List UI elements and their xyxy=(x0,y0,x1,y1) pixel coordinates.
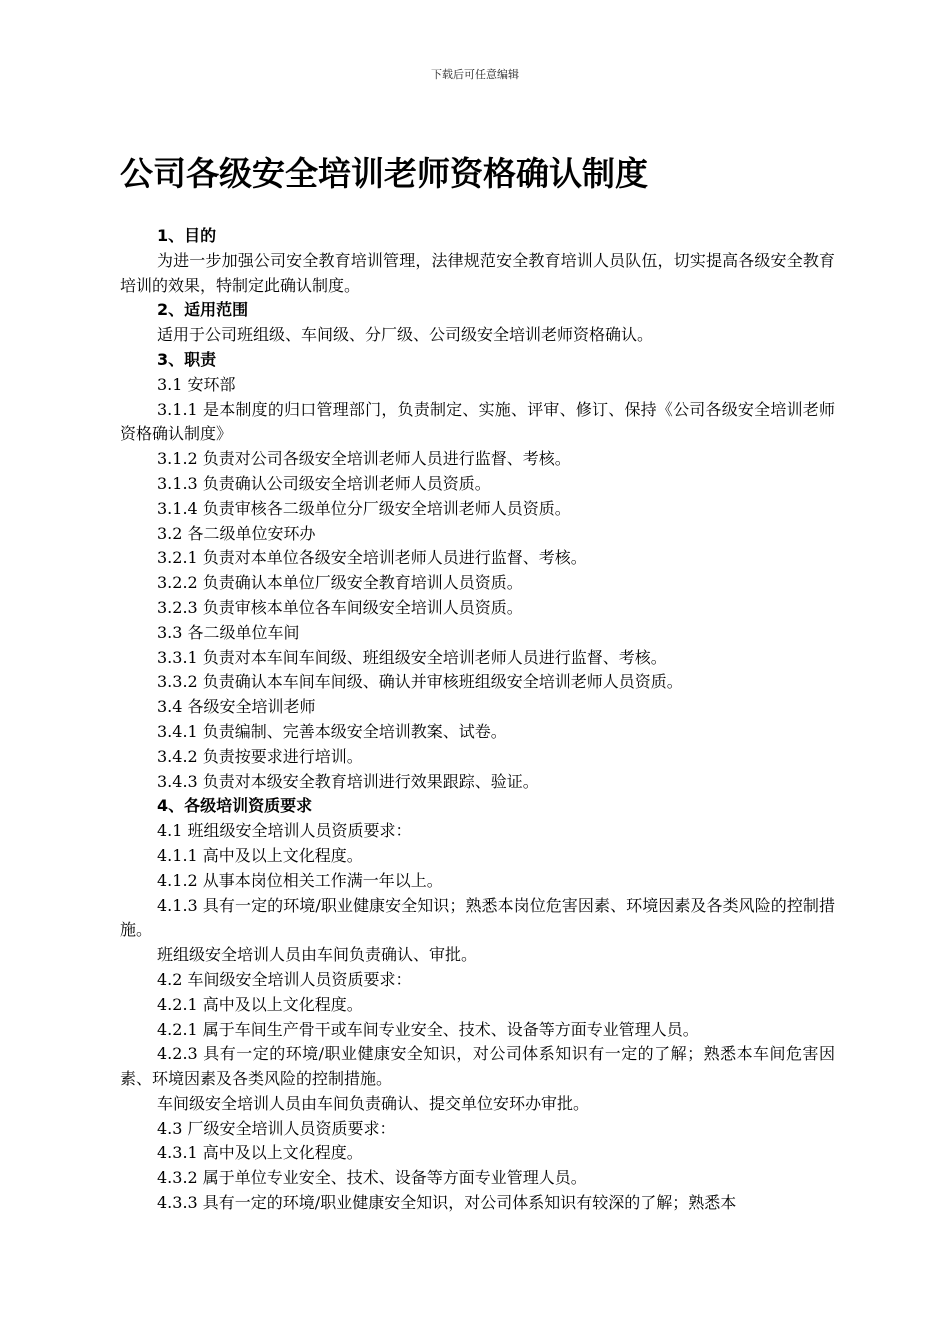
paragraph: 3.1.1 是本制度的归口管理部门，负责制定、实施、评审、修订、保持《公司各级安全培训老师资格确认制度》 xyxy=(120,399,835,444)
paragraph: 4.3.2 属于单位专业安全、技术、设备等方面专业管理人员。 xyxy=(157,1168,587,1188)
section-heading: 2、适用范围 xyxy=(157,300,249,320)
paragraph: 3.4.3 负责对本级安全教育培训进行效果跟踪、验证。 xyxy=(157,771,539,791)
paragraph: 3.3 各二级单位车间 xyxy=(157,622,300,642)
paragraph: 4.2.1 属于车间生产骨干或车间专业安全、技术、设备等方面专业管理人员。 xyxy=(157,1019,699,1039)
section-heading: 4、各级培训资质要求 xyxy=(157,796,313,816)
paragraph: 3.4 各级安全培训老师 xyxy=(157,697,316,717)
paragraph: 3.2.1 负责对本单位各级安全培训老师人员进行监督、考核。 xyxy=(157,548,587,568)
paragraph: 4.1.1 高中及以上文化程度。 xyxy=(157,845,363,865)
paragraph: 班组级安全培训人员由车间负责确认、审批。 xyxy=(157,945,478,965)
header-note: 下载后可任意编辑 xyxy=(431,68,519,81)
paragraph: 3.3.1 负责对本车间车间级、班组级安全培训老师人员进行监督、考核。 xyxy=(157,647,667,667)
paragraph: 4.1.3 具有一定的环境/职业健康安全知识；熟悉本岗位危害因素、环境因素及各类风险的控制措施。 xyxy=(120,895,835,940)
paragraph: 3.1.2 负责对公司各级安全培训老师人员进行监督、考核。 xyxy=(157,449,571,469)
paragraph: 3.2 各二级单位安环办 xyxy=(157,523,316,543)
paragraph: 3.4.1 负责编制、完善本级安全培训教案、试卷。 xyxy=(157,721,507,741)
document-title: 公司各级安全培训老师资格确认制度 xyxy=(120,154,648,193)
paragraph: 为进一步加强公司安全教育培训管理，法律规范安全教育培训人员队伍，切实提高各级安全教育培训的效果，特制定此确认制度。 xyxy=(120,250,835,295)
paragraph: 3.1 安环部 xyxy=(157,374,236,394)
paragraph: 4.2.3 具有一定的环境/职业健康安全知识，对公司体系知识有一定的了解；熟悉本车间危害因素、环境因素及各类风险的控制措施。 xyxy=(120,1044,835,1089)
paragraph: 4.3 厂级安全培训人员资质要求： xyxy=(157,1118,396,1138)
document-body xyxy=(120,224,835,1216)
paragraph: 3.2.2 负责确认本单位厂级安全教育培训人员资质。 xyxy=(157,573,523,593)
paragraph: 适用于公司班组级、车间级、分厂级、公司级安全培训老师资格确认。 xyxy=(157,325,654,345)
paragraph: 4.3.3 具有一定的环境/职业健康安全知识，对公司体系知识有较深的了解；熟悉本 xyxy=(157,1193,737,1213)
paragraph: 3.1.3 负责确认公司级安全培训老师人员资质。 xyxy=(157,473,491,493)
paragraph: 4.2 车间级安全培训人员资质要求： xyxy=(157,969,412,989)
paragraph: 3.1.4 负责审核各二级单位分厂级安全培训老师人员资质。 xyxy=(157,498,571,518)
paragraph: 4.1.2 从事本岗位相关工作满一年以上。 xyxy=(157,870,443,890)
paragraph: 3.2.3 负责审核本单位各车间级安全培训人员资质。 xyxy=(157,597,523,617)
section-heading: 1、目的 xyxy=(157,226,217,245)
paragraph: 车间级安全培训人员由车间负责确认、提交单位安环办审批。 xyxy=(157,1093,590,1113)
paragraph: 3.4.2 负责按要求进行培训。 xyxy=(157,746,363,766)
paragraph: 4.3.1 高中及以上文化程度。 xyxy=(157,1143,363,1163)
section-heading: 3、职责 xyxy=(157,349,217,369)
paragraph: 4.1 班组级安全培训人员资质要求： xyxy=(157,821,412,841)
paragraph: 4.2.1 高中及以上文化程度。 xyxy=(157,994,363,1014)
paragraph: 3.3.2 负责确认本车间车间级、确认并审核班组级安全培训老师人员资质。 xyxy=(157,672,683,692)
